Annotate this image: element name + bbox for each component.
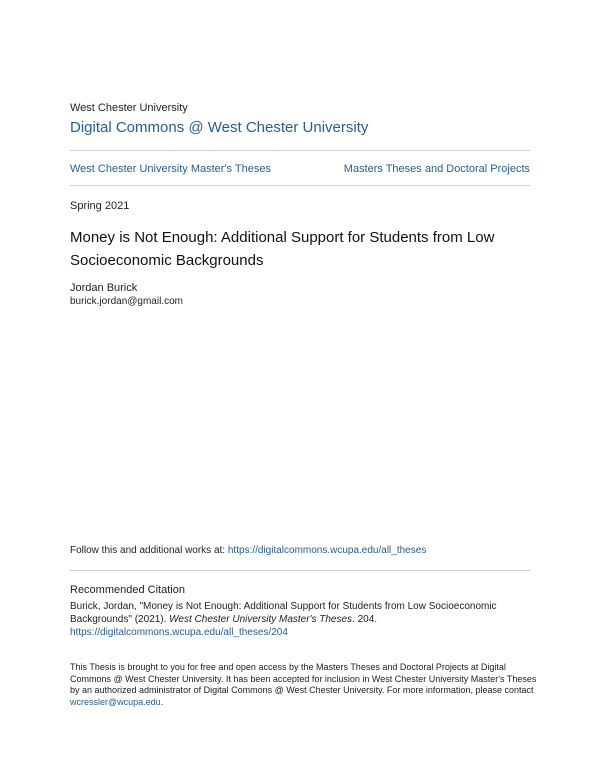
author-email: burick.jordan@gmail.com [70, 296, 183, 307]
document-title [70, 226, 540, 272]
follow-url-link[interactable]: https://digitalcommons.wcupa.edu/all_theses [227, 545, 427, 556]
contact-email-link[interactable]: wcressler@wcupa.edu [70, 696, 161, 707]
citation-number: . 204. [352, 614, 378, 625]
title-line-2: Socioeconomic Backgrounds [70, 252, 264, 269]
access-statement [70, 662, 540, 708]
citation-text: Burick, Jordan, "Money is Not Enough: Additional Support for Students from Low Socioeconomic Backgrounds" (2021). [70, 601, 497, 625]
title-line-1: Money is Not Enough: Additional Support for Students from Low [70, 229, 495, 246]
publication-date: Spring 2021 [70, 200, 130, 212]
collection-link-left[interactable]: West Chester University Master's Theses [70, 163, 271, 175]
recommended-citation [70, 600, 540, 639]
recommended-citation-heading: Recommended Citation [70, 584, 185, 596]
citation-url-link[interactable]: https://digitalcommons.wcupa.edu/all_theses/204 [70, 627, 288, 638]
divider-citation [70, 570, 530, 571]
divider-top [70, 150, 530, 151]
institution-name: West Chester University [70, 102, 188, 114]
access-statement-text: This Thesis is brought to you for free and open access by the Masters Theses and Doctoral Projects at Digital Commons @ West Chester University. It has been accepted for inclusion in West Chester University Master's Theses by an authorized administrator of Digital Commons @ West Chester University. For more information, please contact [70, 662, 537, 695]
access-statement-end: . [160, 696, 164, 707]
follow-label: Follow this and additional works at: [70, 545, 228, 556]
divider-collections [70, 185, 530, 186]
collection-link-right[interactable]: Masters Theses and Doctoral Projects [343, 163, 530, 175]
follow-line [70, 545, 426, 556]
author-name: Jordan Burick [70, 282, 138, 294]
citation-series: West Chester University Master's Theses [169, 614, 353, 625]
repository-link[interactable]: Digital Commons @ West Chester University [70, 119, 369, 136]
